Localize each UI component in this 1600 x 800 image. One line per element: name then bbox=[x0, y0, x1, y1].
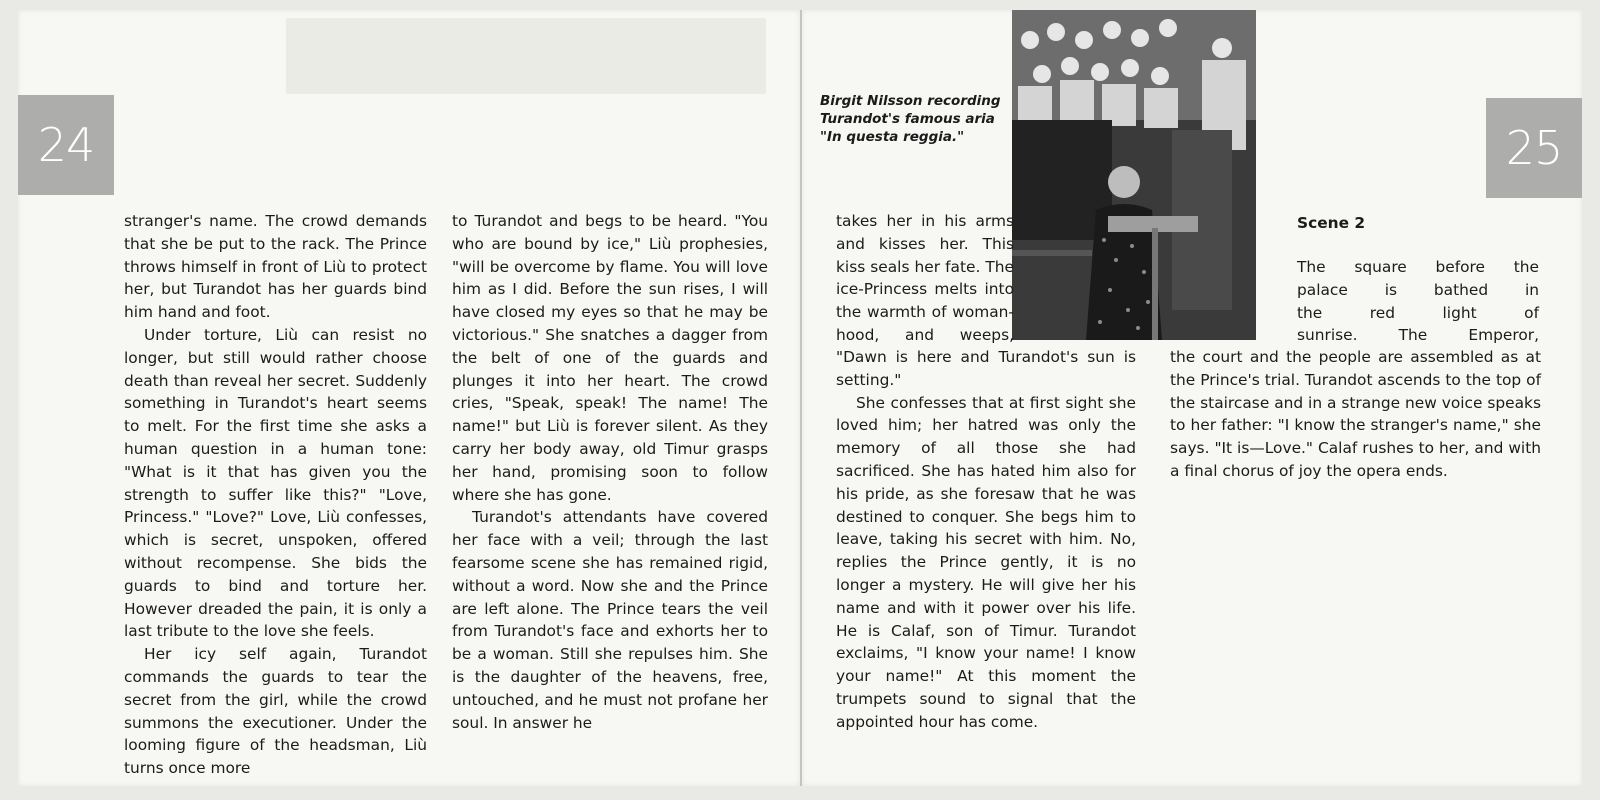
left-column-1 bbox=[124, 210, 427, 780]
scene-heading: Scene 2 bbox=[1297, 214, 1366, 232]
paragraph: to Turandot and begs to be heard. "You who are bound by ice," Liù prophesies, "will be overcome by flame. You will love him as I did. Before the sun rises, I will have closed my eyes so that he may be victorious." She snatches a dagger from the belt of one of the guards and plunges it into her heart. The crowd cries, "Speak, speak! The name! The name!" but Liù is forever silent. As they carry her body away, old Timur grasps her hand, promising soon to follow where she has gone. bbox=[452, 212, 768, 504]
text-line: the warmth of woman- bbox=[836, 303, 1014, 322]
text-line: hood, and weeps, bbox=[836, 325, 1014, 344]
caption-line: Turandot's famous aria bbox=[820, 111, 995, 127]
text-line: palace is bathed in bbox=[1297, 280, 1539, 299]
photo-caption bbox=[820, 92, 1010, 146]
text-line: ice-Princess melts into bbox=[836, 280, 1014, 299]
paragraph: Her icy self again, Turandot commands the guards to tear the secret from the girl, while the crowd summons the executioner. Under the looming figure of the headsman, Liù turns once more bbox=[124, 645, 427, 778]
text-line: kiss seals her fate. The bbox=[836, 257, 1014, 276]
right-column-1-wrap bbox=[836, 210, 1014, 347]
right-column-1 bbox=[836, 346, 1136, 734]
photo-illustration bbox=[1012, 10, 1256, 340]
text-line: the red light of bbox=[1297, 303, 1539, 322]
left-column-2 bbox=[452, 210, 768, 734]
page-number-left: 24 bbox=[18, 95, 114, 195]
paragraph: "Dawn is here and Turandot's sun is setting." bbox=[836, 348, 1136, 389]
page-number-right: 25 bbox=[1486, 98, 1582, 198]
text-line: and kisses her. This bbox=[836, 234, 1014, 253]
paragraph: Turandot's attendants have covered her face with a veil; through the last fearsome scene she has remained rigid, without a word. Now she and the Prince are left alone. The Prince tears the veil from Turandot's face and exhorts her to be a woman. Still she repulses him. She is the daughter of the heavens, free, untouched, and he must not profane her soul. In answer he bbox=[452, 508, 768, 732]
paragraph: stranger's name. The crowd demands that she be put to the rack. The Prince throws himself in front of Liù to protect her, but Turandot has her guards bind him hand and foot. bbox=[124, 212, 427, 322]
paragraph: Under torture, Liù can resist no longer, but still would rather choose death than reveal her secret. Suddenly something in Turandot's heart seems to melt. For the first time she asks a human question in a human tone: "What is it that has given you the strength to suffer like this?" "Love, Princess." "Love?" Love, Liù confesses, which is secret, unspoken, offered without recompense. She bids the guards to bind and torture her. However dreaded the pain, it is only a last tribute to the love she feels. bbox=[124, 325, 427, 641]
paragraph: She confesses that at first sight she loved him; her hatred was only the memory of all those she had sacrificed. She has hated him also for his pride, as she foresaw that he was destined to conquer. She begs him to leave, taking his secret with him. No, replies the Prince gently, it is no longer a mystery. He will give her his name and with it power over his life. He is Calaf, son of Timur. Turandot exclaims, "I know your name! I know your name!" At this moment the trumpets sound to signal that the appointed hour has come. bbox=[836, 393, 1136, 731]
recording-session-photo bbox=[1012, 10, 1256, 340]
paragraph: the court and the people are assembled as at the Prince's trial. Turandot ascends to the top of the staircase and in a strange new voice speaks to her father: "I know the stranger's name," she says. "It is—Love." Calaf rushes to her, and with a final chorus of joy the opera ends. bbox=[1170, 348, 1541, 480]
caption-line: Birgit Nilsson recording bbox=[820, 93, 1001, 109]
text-line: takes her in his arms bbox=[836, 212, 1014, 230]
right-column-2-wrap bbox=[1297, 256, 1539, 347]
show-through-shadow bbox=[286, 18, 766, 94]
text-line: The square before the bbox=[1297, 258, 1539, 276]
left-page bbox=[18, 10, 800, 786]
right-column-2 bbox=[1170, 346, 1541, 483]
right-page bbox=[802, 10, 1582, 786]
text-line: sunrise. The Emperor, bbox=[1297, 326, 1539, 345]
caption-line: "In questa reggia." bbox=[820, 129, 965, 145]
